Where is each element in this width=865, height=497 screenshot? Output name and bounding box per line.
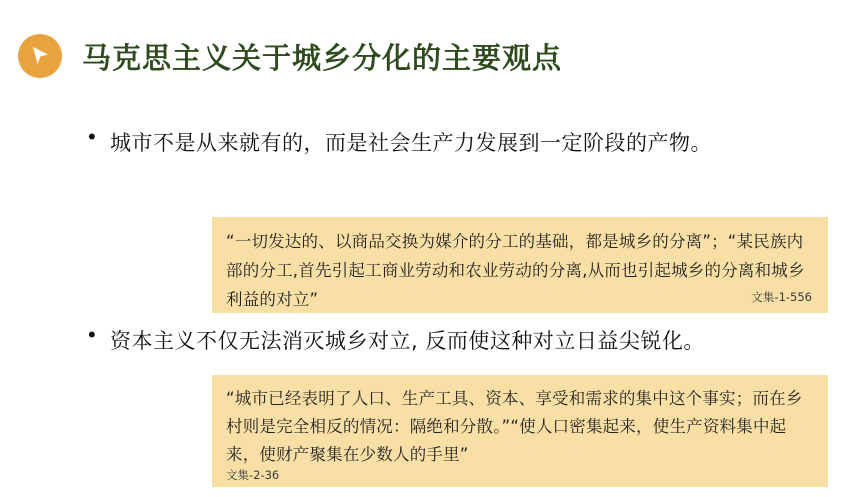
quote-citation: 文集-1-556 xyxy=(751,290,812,304)
quote-text: “城市已经表明了人口、生产工具、资本、享受和需求的集中这个事实；而在乡村则是完全相反的情况：隔绝和分散。”“使人口密集起来，使生产资料集中起来，使财产聚集在少数人的手里” xyxy=(226,389,803,464)
bullet-text: 资本主义不仅无法消灭城乡对立, 反而使这种对立日益尖锐化。 xyxy=(110,329,705,353)
quote-citation: 文集-2-36 xyxy=(226,468,280,482)
bullet-text: 城市不是从来就有的，而是社会生产力发展到一定阶段的产物。 xyxy=(110,131,712,155)
slide-title-row xyxy=(0,26,865,86)
bullet-item-2 xyxy=(88,318,848,364)
cursor-arrow-icon xyxy=(18,34,62,78)
quote-text: “一切发达的、以商品交换为媒介的分工的基础，都是城乡的分离”；“某民族内部的分工,首先引起工商业劳动和农业劳动的分离,从而也引起城乡的分离和城乡利益的对立” xyxy=(226,232,805,309)
quote-box-2 xyxy=(212,375,828,487)
page-title: 马克思主义关于城乡分化的主要观点 xyxy=(82,40,563,75)
bullet-marker: • xyxy=(88,322,96,347)
bullet-marker: • xyxy=(88,124,96,149)
bullet-item-1 xyxy=(88,120,848,166)
quote-box-1 xyxy=(212,217,828,313)
